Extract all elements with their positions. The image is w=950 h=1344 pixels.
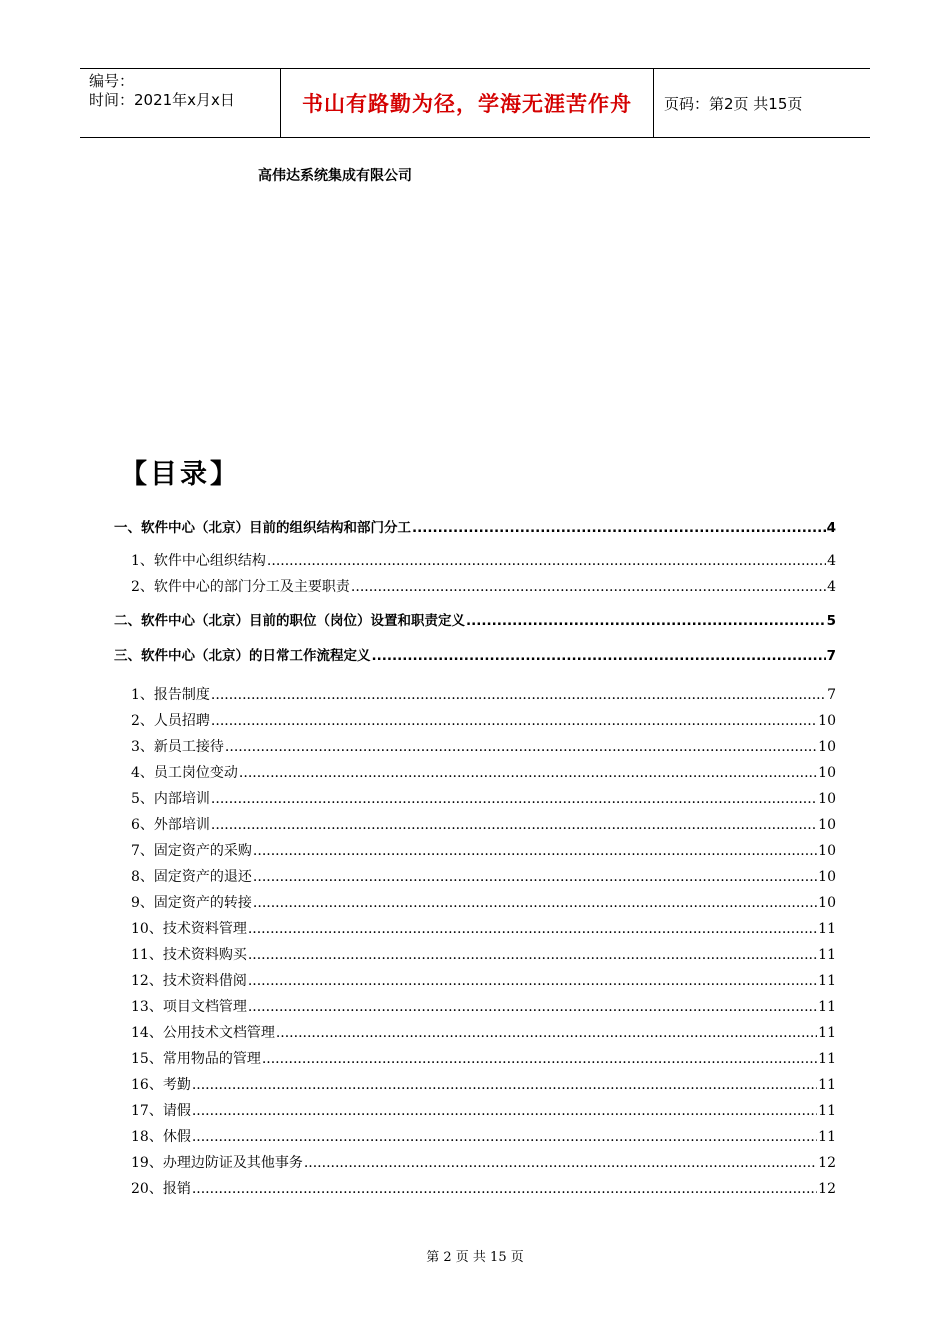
toc-item[interactable] <box>114 710 836 730</box>
toc-leader <box>248 973 817 989</box>
toc-leader <box>248 999 817 1015</box>
toc-item[interactable] <box>114 736 836 756</box>
toc-leader <box>225 739 817 755</box>
toc-section[interactable] <box>114 609 836 629</box>
toc-item[interactable] <box>114 684 836 704</box>
header-page-info: 页码：第2页 共15页 <box>664 94 803 113</box>
toc-item-label: 7、固定资产的采购 <box>131 843 252 859</box>
toc-item-label: 20、报销 <box>131 1181 191 1197</box>
toc-leader <box>211 713 817 729</box>
toc-page-number: 4 <box>827 579 836 595</box>
toc-leader <box>253 843 817 859</box>
page-footer: 第 2 页 共 15 页 <box>426 1250 524 1265</box>
toc-title: 【目录】 <box>120 459 240 490</box>
toc-item-label: 5、内部培训 <box>131 791 210 807</box>
toc-page-number: 10 <box>818 843 836 859</box>
toc-page-number: 11 <box>818 973 836 989</box>
toc-page-number: 12 <box>818 1155 836 1171</box>
toc-leader <box>253 895 817 911</box>
header-meta <box>80 69 281 137</box>
toc-page-number: 10 <box>818 713 836 729</box>
toc-leader <box>211 687 826 703</box>
toc-page-number: 7 <box>827 687 836 703</box>
toc-item-label: 19、办理边防证及其他事务 <box>131 1155 303 1171</box>
toc-item-label: 6、外部培训 <box>131 817 210 833</box>
toc-page-number: 11 <box>818 999 836 1015</box>
toc-page-number: 12 <box>818 1181 836 1197</box>
document-number: 编号： <box>89 72 135 90</box>
toc-item-label: 14、公用技术文档管理 <box>131 1025 275 1041</box>
motto: 书山有路勤为径，学海无涯苦作舟 <box>302 92 632 116</box>
header-motto-cell <box>281 69 654 137</box>
toc-item[interactable] <box>114 814 836 834</box>
toc-item-label: 4、员工岗位变动 <box>131 765 238 781</box>
toc-leader <box>192 1103 817 1119</box>
toc-item-label: 2、软件中心的部门分工及主要职责 <box>131 579 350 595</box>
toc-page-number: 7 <box>826 648 836 664</box>
toc-item-label: 15、常用物品的管理 <box>131 1051 261 1067</box>
toc-item-label: 1、软件中心组织结构 <box>131 553 266 569</box>
toc-leader <box>253 869 817 885</box>
toc-page-number: 11 <box>818 1103 836 1119</box>
toc-item[interactable] <box>114 1178 836 1198</box>
toc-item-label: 2、人员招聘 <box>131 713 210 729</box>
toc-leader <box>262 1051 817 1067</box>
toc-page-number: 11 <box>818 947 836 963</box>
toc-page-number: 4 <box>827 553 836 569</box>
toc-item[interactable] <box>114 1100 836 1120</box>
toc-leader <box>372 648 826 664</box>
toc-item[interactable] <box>114 840 836 860</box>
toc-item-label: 3、新员工接待 <box>131 739 224 755</box>
toc-page-number: 5 <box>826 613 836 629</box>
toc-leader <box>192 1077 817 1093</box>
toc-leader <box>248 947 817 963</box>
toc-leader <box>192 1129 817 1145</box>
toc-page-number: 11 <box>818 1025 836 1041</box>
toc-page-number: 10 <box>818 765 836 781</box>
toc-item[interactable] <box>114 866 836 886</box>
toc-page-number: 10 <box>818 869 836 885</box>
toc-page-number: 4 <box>826 520 836 536</box>
toc-item[interactable] <box>114 762 836 782</box>
toc-item[interactable] <box>114 788 836 808</box>
toc-item-label: 1、报告制度 <box>131 687 210 703</box>
toc-page-number: 11 <box>818 921 836 937</box>
toc-leader <box>248 921 817 937</box>
toc-item-label: 10、技术资料管理 <box>131 921 247 937</box>
toc-leader <box>211 817 817 833</box>
toc-item-label: 13、项目文档管理 <box>131 999 247 1015</box>
page-header <box>80 68 870 138</box>
toc-leader <box>239 765 817 781</box>
toc-item[interactable] <box>114 892 836 912</box>
toc-section-label: 一、软件中心（北京）目前的组织结构和部门分工 <box>114 520 411 536</box>
toc-page-number: 10 <box>818 739 836 755</box>
toc-item[interactable] <box>114 550 836 570</box>
toc-leader <box>304 1155 817 1171</box>
toc-item[interactable] <box>114 576 836 596</box>
document-time: 时间：2021年x月x日 <box>89 91 235 109</box>
toc-leader <box>412 520 826 536</box>
toc-item[interactable] <box>114 944 836 964</box>
toc-item-label: 9、固定资产的转接 <box>131 895 252 911</box>
toc-section[interactable] <box>114 644 836 664</box>
toc-item[interactable] <box>114 918 836 938</box>
toc-item[interactable] <box>114 1022 836 1042</box>
toc-item[interactable] <box>114 1048 836 1068</box>
toc-leader <box>276 1025 817 1041</box>
toc-section[interactable] <box>114 516 836 536</box>
toc-item-label: 8、固定资产的退还 <box>131 869 252 885</box>
toc-page-number: 11 <box>818 1129 836 1145</box>
toc-leader <box>466 613 826 629</box>
toc-page-number: 11 <box>818 1051 836 1067</box>
toc-page-number: 11 <box>818 1077 836 1093</box>
toc-item[interactable] <box>114 1074 836 1094</box>
toc-item-label: 18、休假 <box>131 1129 191 1145</box>
toc-page-number: 10 <box>818 791 836 807</box>
toc-leader <box>192 1181 817 1197</box>
toc-item[interactable] <box>114 1126 836 1146</box>
toc-page-number: 10 <box>818 817 836 833</box>
company-name: 高伟达系统集成有限公司 <box>258 168 412 184</box>
toc-leader <box>267 553 826 569</box>
toc-leader <box>211 791 817 807</box>
toc-item[interactable] <box>114 996 836 1016</box>
toc-item[interactable] <box>114 1152 836 1172</box>
toc-item-label: 17、请假 <box>131 1103 191 1119</box>
toc-item[interactable] <box>114 970 836 990</box>
toc-section-label: 三、软件中心（北京）的日常工作流程定义 <box>114 648 371 664</box>
toc-item-label: 11、技术资料购买 <box>131 947 247 963</box>
toc-leader <box>351 579 826 595</box>
toc-page-number: 10 <box>818 895 836 911</box>
toc-section-label: 二、软件中心（北京）目前的职位（岗位）设置和职责定义 <box>114 613 465 629</box>
toc-item-label: 12、技术资料借阅 <box>131 973 247 989</box>
toc-item-label: 16、考勤 <box>131 1077 191 1093</box>
